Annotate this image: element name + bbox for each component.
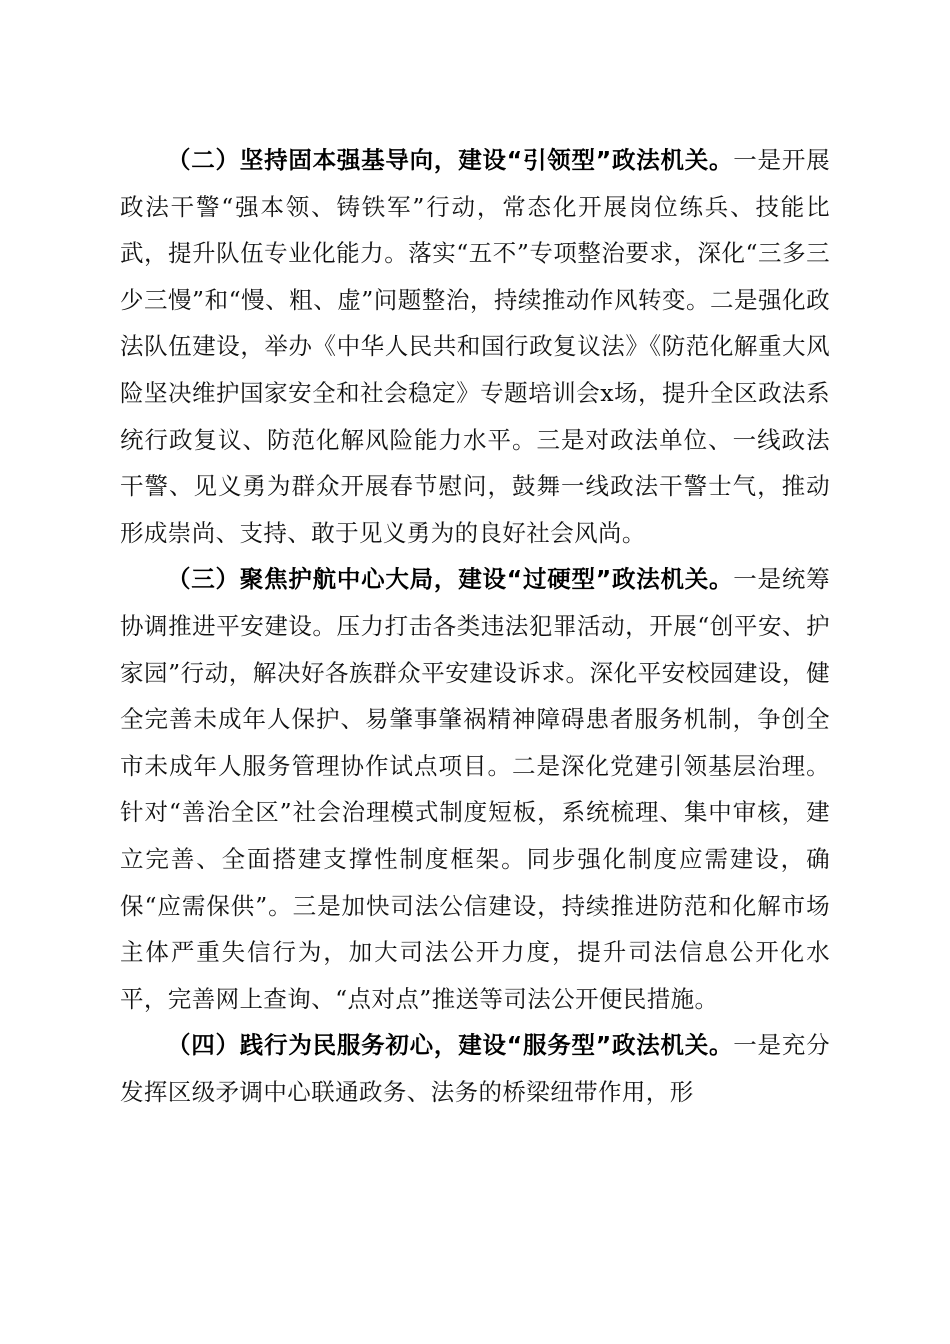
paragraph-body: 一是开展政法干警“强本领、铸铁军”行动，常态化开展岗位练兵、技能比武，提升队伍专业化能力。落实“五不”专项整治要求，深化“三多三少三慢”和“慢、粗、虚”问题整治，持续推动作风转变。二是强化政法队伍建设，举办《中华人民共和国行政复议法》《防范化解重大风险坚决维护国家安全和社会稳定》专题培训会x场，提升全区政法系统行政复议、防范化解风险能力水平。三是对政法单位、一线政法干警、见义勇为群众开展春节慰问，鼓舞一线政法干警士气，推动形成崇尚、支持、敢于见义勇为的良好社会风尚。 [120, 146, 830, 547]
document-body [120, 137, 830, 1115]
paragraph-heading: （三）聚焦护航中心大局，建设“过硬型”政法机关。 [167, 565, 734, 594]
paragraph-3 [120, 556, 830, 1022]
paragraph-heading: （四）践行为民服务初心，建设“服务型”政法机关。 [167, 1031, 734, 1060]
paragraph-2 [120, 137, 830, 556]
paragraph-body: 一是充分发挥区级矛调中心联通政务、法务的桥梁纽带作用，形 [120, 1031, 830, 1106]
paragraph-body: 一是统筹协调推进平安建设。压力打击各类违法犯罪活动，开展“创平安、护家园”行动，解决好各族群众平安建设诉求。深化平安校园建设，健全完善未成年人保护、易肇事肇祸精神障碍患者服务机制，争创全市未成年人服务管理协作试点项目。二是深化党建引领基层治理。针对“善治全区”社会治理模式制度短板，系统梳理、集中审核，建立完善、全面搭建支撑性制度框架。同步强化制度应需建设，确保“应需保供”。三是加快司法公信建设，持续推进防范和化解市场主体严重失信行为，加大司法公开力度，提升司法信息公开化水平，完善网上查询、“点对点”推送等司法公开便民措施。 [120, 565, 830, 1013]
paragraph-heading: （二）坚持固本强基导向，建设“引领型”政法机关。 [167, 146, 734, 174]
paragraph-4 [120, 1022, 830, 1115]
